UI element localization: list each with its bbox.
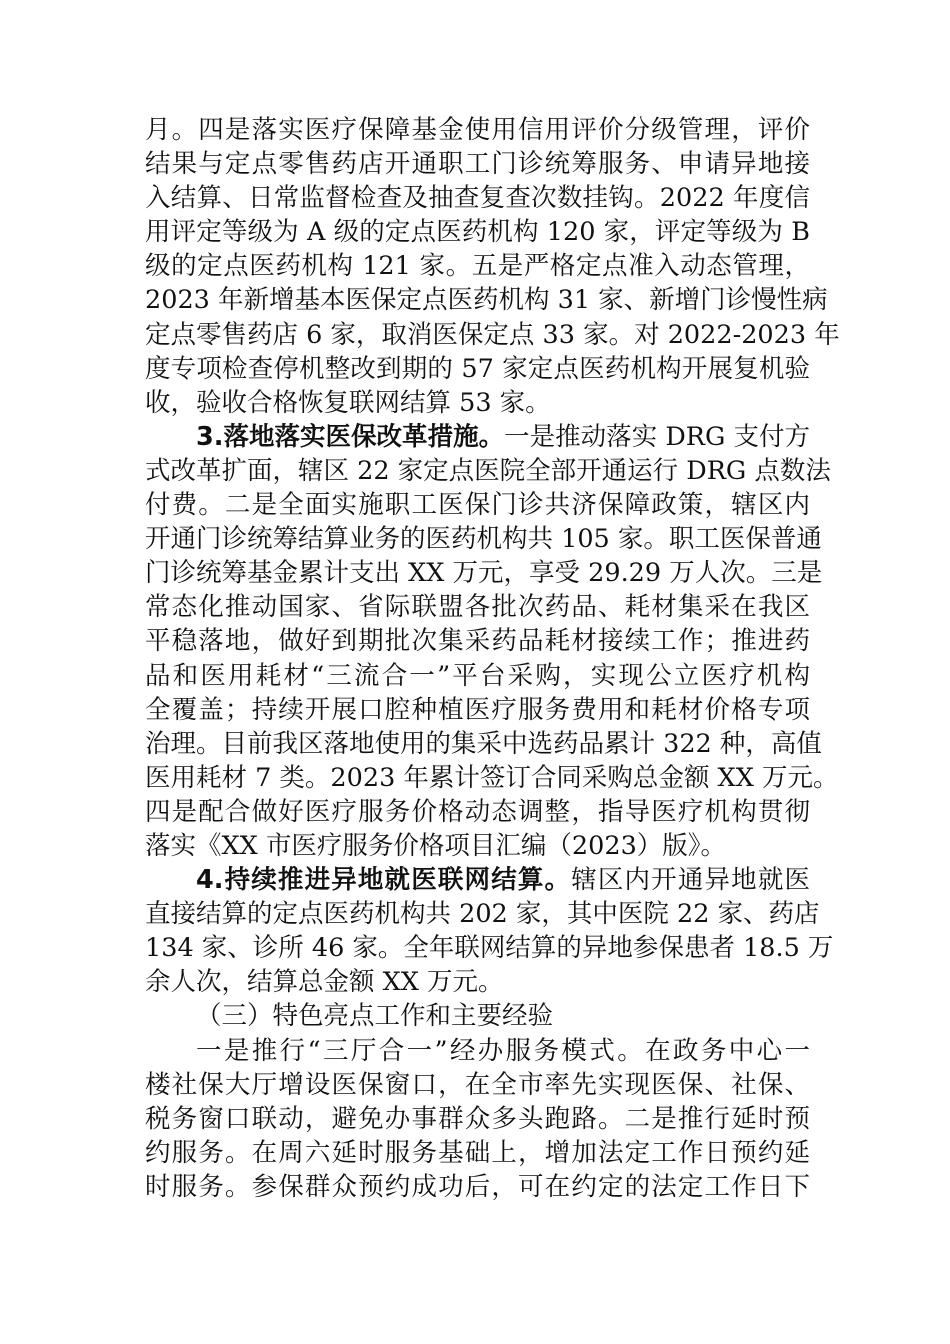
- part-3-first-line: 一是推行“三厅合一”经办服务模式。在政务中心一: [196, 1035, 810, 1066]
- text-line: 结果与定点零售药店开通职工门诊统筹服务、申请异地接: [145, 149, 810, 180]
- text-line: 常态化推动国家、省际联盟各批次药品、耗材集采在我区: [145, 592, 810, 623]
- text-line: 税务窗口联动，避免办事群众多头跑路。二是推行延时预: [145, 1103, 810, 1134]
- text-line: 约服务。在周六延时服务基础上，增加法定工作日预约延: [145, 1137, 810, 1168]
- text-line: 医用耗材 7 类。2023 年累计签订合同采购总金额 XX 万元。: [145, 762, 839, 793]
- text-line: 用评定等级为 A 级的定点医药机构 120 家，评定等级为 B: [145, 217, 810, 248]
- text-line: 全覆盖；持续开展口腔种植医疗服务费用和耗材价格专项: [145, 694, 810, 725]
- section-4-first-text: 辖区内开通异地就医: [571, 865, 810, 896]
- text-line: 式改革扩面，辖区 22 家定点医院全部开通运行 DRG 点数法: [145, 455, 831, 486]
- section-4-heading: 4.持续推进异地就医联网结算。: [196, 865, 572, 896]
- text-line: 余人次，结算总金额 XX 万元。: [145, 967, 504, 998]
- text-line: 四是配合做好医疗服务价格动态调整，指导医疗机构贯彻: [145, 796, 810, 827]
- text-line: 品和医用耗材“三流合一”平台采购，实现公立医疗机构: [145, 660, 810, 691]
- part-3-heading: （三）特色亮点工作和主要经验: [196, 1001, 554, 1032]
- text-line: 收，验收合格恢复联网结算 53 家。: [145, 387, 551, 418]
- body-text: [145, 113, 840, 1204]
- text-line: 定点零售药店 6 家，取消医保定点 33 家。对 2022-2023 年: [145, 319, 840, 350]
- text-line: 134 家、诊所 46 家。全年联网结算的异地参保患者 18.5 万: [145, 933, 834, 964]
- section-3-heading: 3.落地落实医保改革措施。: [196, 421, 505, 452]
- section-4-first-line: [145, 863, 810, 897]
- section-3-first-line: [145, 420, 810, 454]
- text-line: 度专项检查停机整改到期的 57 家定点医药机构开展复机验: [145, 353, 810, 384]
- text-line: 入结算、日常监督检查及抽查复查次数挂钩。2022 年度信: [145, 183, 810, 214]
- text-line: 落实《XX 市医疗服务价格项目汇编（2023）版》。: [145, 830, 727, 861]
- text-line: 开通门诊统筹结算业务的医药机构共 105 家。职工医保普通: [145, 524, 822, 555]
- section-3-first-text: 一是推动落实 DRG 支付方: [504, 421, 811, 452]
- text-line: 治理。目前我区落地使用的集采中选药品累计 322 种，高值: [145, 728, 822, 759]
- text-line: 月。四是落实医疗保障基金使用信用评价分级管理，评价: [145, 115, 810, 145]
- text-line: 门诊统筹基金累计支出 XX 万元，享受 29.29 万人次。三是: [145, 558, 823, 589]
- text-line: 级的定点医药机构 121 家。五是严格定点准入动态管理，: [145, 251, 810, 282]
- text-line: 2023 年新增基本医保定点医药机构 31 家、新增门诊慢性病: [145, 285, 828, 316]
- text-line: 付费。二是全面实施职工医保门诊共济保障政策，辖区内: [145, 490, 810, 521]
- text-line: 平稳落地，做好到期批次集采药品耗材接续工作；推进药: [145, 626, 810, 657]
- text-line: 楼社保大厅增设医保窗口，在全市率先实现医保、社保、: [145, 1069, 810, 1100]
- text-line: 时服务。参保群众预约成功后，可在约定的法定工作日下: [145, 1171, 810, 1202]
- text-line: 直接结算的定点医药机构共 202 家，其中医院 22 家、药店: [145, 899, 820, 930]
